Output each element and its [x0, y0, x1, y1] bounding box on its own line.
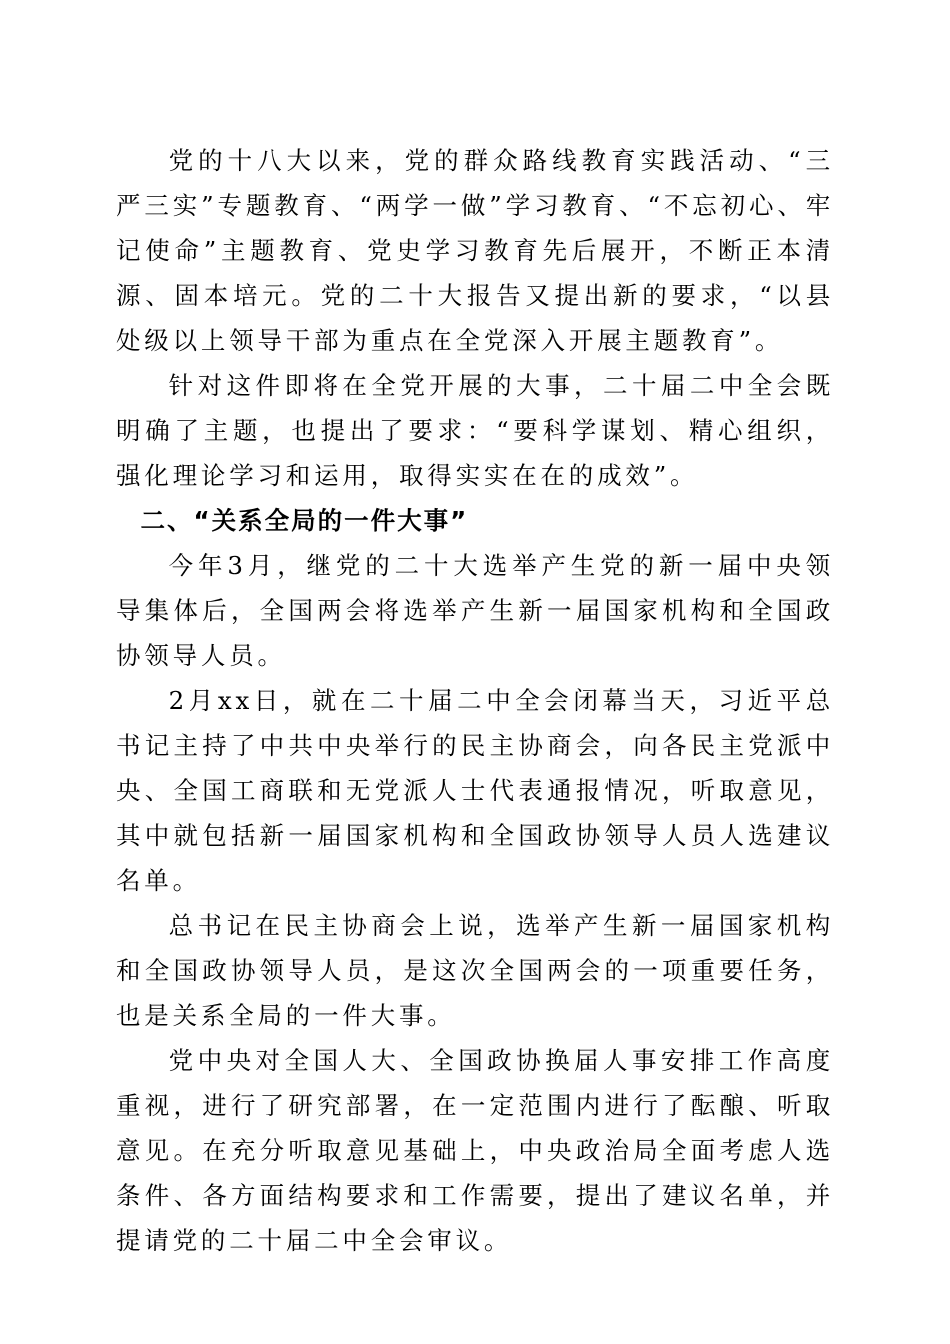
- paragraph-two-sessions: 今年3月，继党的二十大选举产生党的新一届中央领导集体后，全国两会将选举产生新一届国家机构和全国政协领导人员。: [116, 551, 834, 670]
- paragraph-general-secretary-remarks: 总书记在民主协商会上说，选举产生新一届国家机构和全国政协领导人员，是这次全国两会的一项重要任务，也是关系全局的一件大事。: [116, 911, 834, 1030]
- document-body: [116, 138, 834, 1263]
- paragraph-consultation-meeting: 2月xx日，就在二十届二中全会闭幕当天，习近平总书记主持了中共中央举行的民主协商会，向各民主党派中央、全国工商联和无党派人士代表通报情况，听取意见，其中就包括新一届国家机构和全国政协领导人员人选建议名单。: [116, 686, 834, 895]
- paragraph-intro: 党的十八大以来，党的群众路线教育实践活动、“三严三实”专题教育、“两学一做”学习教育、“不忘初心、牢记使命”主题教育、党史学习教育先后展开，不断正本清源、固本培元。党的二十大报告又提出新的要求，“以县处级以上领导干部为重点在全党深入开展主题教育”。: [116, 146, 834, 355]
- section-heading: 二、“关系全局的一件大事”: [140, 506, 469, 535]
- paragraph-central-committee-arrangements: 党中央对全国人大、全国政协换届人事安排工作高度重视，进行了研究部署，在一定范围内进行了酝酿、听取意见。在充分听取意见基础上，中央政治局全面考虑人选条件、各方面结构要求和工作需要，提出了建议名单，并提请党的二十届二中全会审议。: [116, 1046, 834, 1255]
- paragraph-second-plenum-requirements: 针对这件即将在全党开展的大事，二十届二中全会既明确了主题，也提出了要求：“要科学谋划、精心组织，强化理论学习和运用，取得实实在在的成效”。: [116, 371, 834, 490]
